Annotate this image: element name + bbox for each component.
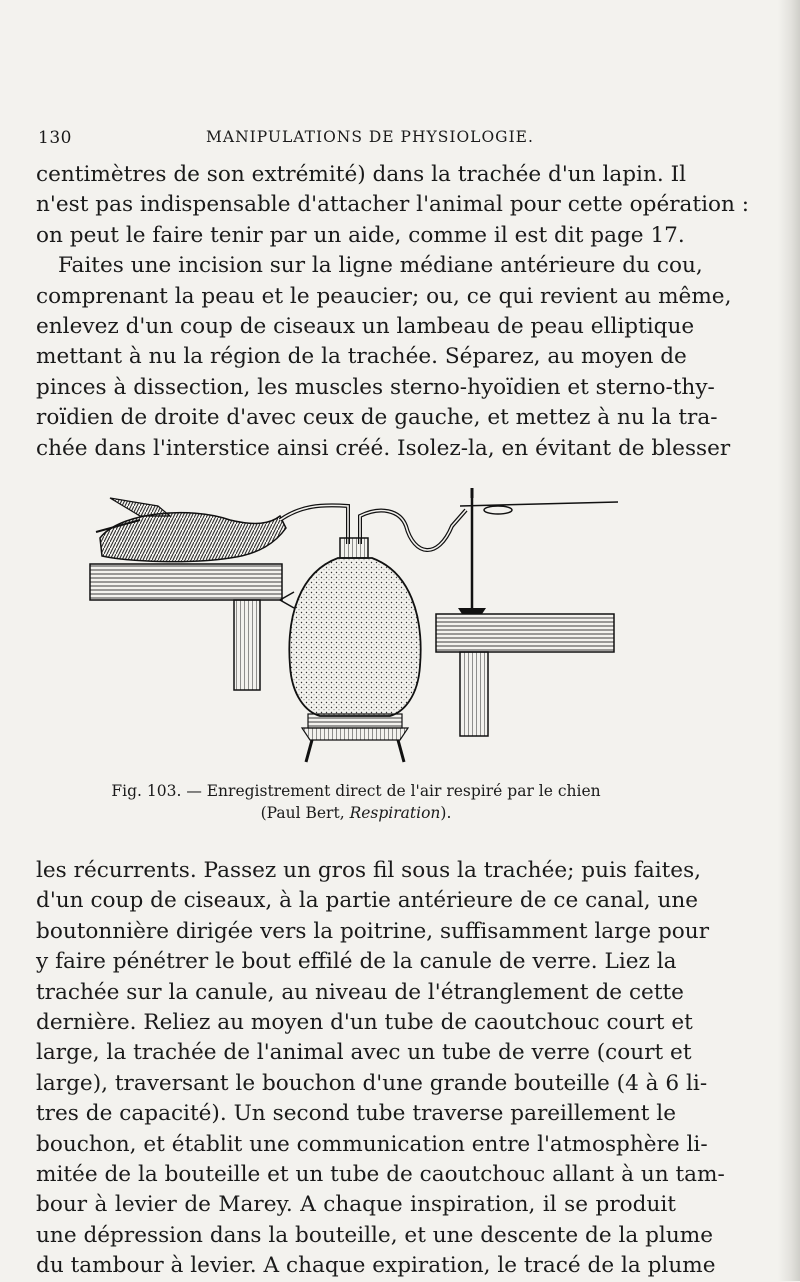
running-title: MANIPULATIONS DE PHYSIOLOGIE. [206, 128, 534, 146]
text-line: dernière. Reliez au moyen d'un tube de caoutchouc court et [36, 1010, 693, 1036]
caption-author: (Paul Bert, [260, 804, 350, 822]
page-header [38, 128, 678, 154]
text-line: large, la trachée de l'animal avec un tube de verre (court et [36, 1040, 692, 1066]
page-edge-shadow [778, 0, 800, 1281]
large-bottle [280, 538, 421, 762]
animal-dog [96, 498, 286, 562]
text-line: Faites une incision sur la ligne médiane antérieure du cou, [58, 253, 703, 279]
connecting-tubes [280, 505, 466, 550]
page-number: 130 [38, 128, 72, 148]
text-line: boutonnière dirigée vers la poitrine, suffisamment large pour [36, 918, 710, 944]
text-line: chée dans l'interstice ainsi créé. Isolez-la, en évitant de blesser [36, 435, 731, 461]
text-line: les récurrents. Passez un gros fil sous la trachée; puis faites, [36, 858, 702, 883]
text-line: tres de capacité). Un second tube traverse pareillement le [36, 1101, 676, 1127]
text-line: roïdien de droite d'avec ceux de gauche, et mettez à nu la tra- [36, 405, 718, 431]
text-line: enlevez d'un coup de ciseaux un lambeau de peau elliptique [36, 314, 695, 340]
text-line: une dépression dans la bouteille, et une descente de la plume [36, 1222, 713, 1248]
text-line: bour à levier de Marey. A chaque inspiration, il se produit [36, 1192, 676, 1218]
text-line: n'est pas indispensable d'attacher l'animal pour cette opération : [36, 192, 750, 218]
text-line: pinces à dissection, les muscles sterno-hyoïdien et sterno-thy- [36, 374, 715, 400]
caption-line-2 [36, 802, 676, 824]
marey-tambour-stand [458, 488, 618, 614]
text-line: trachée sur la canule, au niveau de l'étranglement de cette [36, 979, 684, 1005]
text-line: centimètres de son extrémité) dans la trachée d'un lapin. Il [36, 162, 687, 187]
paragraph-2 [36, 856, 725, 1282]
text-line: y faire pénétrer le bout effilé de la canule de verre. Liez la [36, 949, 677, 975]
figure-caption [36, 780, 676, 824]
text-line: d'un coup de ciseaux, à la partie antérieure de ce canal, une [36, 888, 699, 914]
text-line: mettant à nu la région de la trachée. Séparez, au moyen de [36, 344, 687, 370]
caption-line-1: Fig. 103. — Enregistrement direct de l'air respiré par le chien [111, 782, 601, 800]
text-line: mitée de la bouteille et un tube de caoutchouc allant à un tam- [36, 1162, 725, 1188]
right-table [436, 614, 614, 736]
text-line: on peut le faire tenir par un aide, comme il est dit page 17. [36, 222, 685, 248]
paragraph-1 [36, 160, 750, 464]
text-line: large), traversant le bouchon d'une grande bouteille (4 à 6 li- [36, 1070, 708, 1096]
caption-suffix: ). [440, 804, 452, 822]
left-table [90, 564, 282, 690]
text-line: du tambour à levier. A chaque expiration, le tracé de la plume [36, 1253, 716, 1279]
text-line: bouchon, et établit une communication entre l'atmosphère li- [36, 1131, 708, 1157]
text-line: comprenant la peau et le peaucier; ou, ce qui revient au même, [36, 283, 732, 309]
caption-source-title: Respiration [349, 804, 441, 822]
engraving-figure [80, 476, 640, 768]
